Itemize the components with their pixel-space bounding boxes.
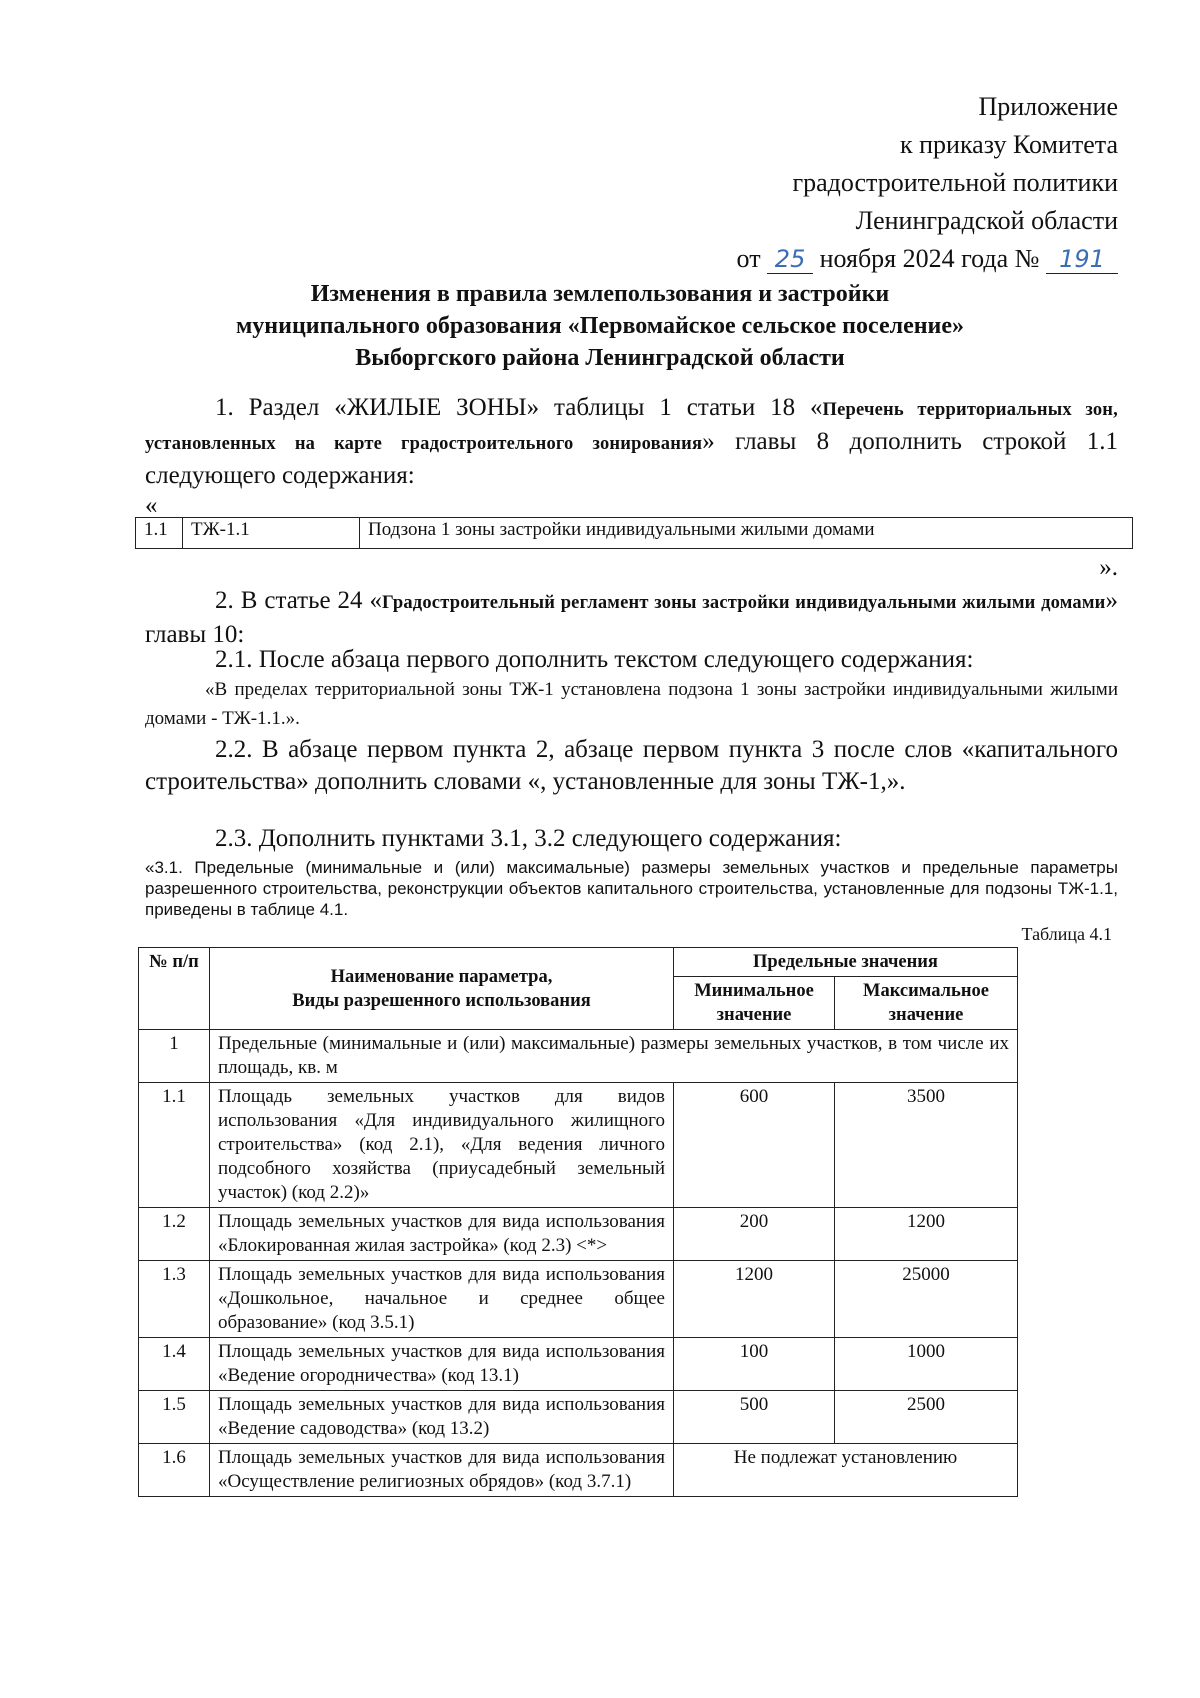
row-num: 1.2	[139, 1208, 210, 1261]
row-num: 1.6	[139, 1444, 210, 1497]
date-day-handwritten: 25	[767, 245, 813, 274]
row-num: 1.1	[139, 1083, 210, 1208]
row-name: Площадь земельных участков для вида использования «Дошкольное, начальное и среднее общее образование» (код 3.5.1)	[210, 1261, 674, 1338]
table-row	[136, 518, 1133, 549]
paragraph-2-3: 2.3. Дополнить пунктами 3.1, 3.2 следующего содержания:	[215, 825, 842, 852]
zone-row-num: 1.1	[136, 518, 183, 549]
header-date-line	[737, 240, 1118, 278]
table-row	[139, 1261, 1018, 1338]
header-max: Максимальное значение	[835, 977, 1018, 1030]
limits-table	[138, 947, 1018, 1497]
row-min: 600	[674, 1083, 835, 1208]
header-name	[210, 948, 674, 1030]
row-min: 100	[674, 1338, 835, 1391]
title-line-3: Выборгского района Ленинградской области	[355, 345, 845, 371]
row-min: 1200	[674, 1261, 835, 1338]
paragraph-1	[145, 392, 1118, 492]
header-line-2: к приказу Комитета	[899, 130, 1118, 159]
row-name: Площадь земельных участков для вида использования «Осуществление религиозных обрядов» (код 3.7.1)	[210, 1444, 674, 1497]
p2-bold: Градостроительный регламент зоны застройки индивидуальными жилыми домами	[382, 593, 1106, 613]
row-max: 2500	[835, 1391, 1018, 1444]
table-row	[139, 1391, 1018, 1444]
row-num: 1.5	[139, 1391, 210, 1444]
row-min: 200	[674, 1208, 835, 1261]
section-num: 1	[139, 1030, 210, 1083]
p2-intro: 2. В статье 24 «	[215, 587, 383, 614]
header-limits: Предельные значения	[674, 948, 1018, 977]
row-value-merged: Не подлежат установлению	[674, 1444, 1018, 1497]
row-num: 1.4	[139, 1338, 210, 1391]
row-max: 1000	[835, 1338, 1018, 1391]
row-max: 3500	[835, 1083, 1018, 1208]
paragraph-2	[145, 585, 1118, 651]
row-name: Площадь земельных участков для вида использования «Ведение садоводства» (код 13.2)	[210, 1391, 674, 1444]
table-caption: Таблица 4.1	[1021, 924, 1112, 944]
table-row	[139, 1030, 1018, 1083]
p1-bold: Перечень территориальных зон, установленных на карте градостроительного зонирования	[145, 400, 1118, 454]
close-quote: ».	[1099, 554, 1118, 581]
date-prefix: от	[736, 244, 761, 273]
paragraph-2-3-quote: «3.1. Предельные (минимальные и (или) максимальные) размеры земельных участков и предельные параметры разрешенного строительства, реконструкции объектов капитального строительства, установленные для подзоны ТЖ-1.1, приведены в таблице 4.1.	[145, 858, 1118, 919]
header-name-line-2: Виды разрешенного использования	[292, 990, 591, 1011]
open-quote: «	[145, 492, 158, 519]
header-name-line-1: Наименование параметра,	[330, 966, 553, 987]
appendix-header	[737, 88, 1118, 278]
header-line-4: Ленинградской области	[855, 206, 1118, 235]
table-row	[139, 1444, 1018, 1497]
zone-row-name: Подзона 1 зоны застройки индивидуальными жилыми домами	[360, 518, 1133, 549]
p1-intro: 1. Раздел «ЖИЛЫЕ ЗОНЫ» таблицы 1 статьи 18 «	[215, 394, 823, 421]
row-max: 25000	[835, 1261, 1018, 1338]
title-line-2: муниципального образования «Первомайское сельское поселение»	[235, 313, 965, 339]
header-line-1: Приложение	[978, 92, 1118, 121]
paragraph-2-1-quote: «В пределах территориальной зоны ТЖ-1 установлена подзона 1 зоны застройки индивидуальными жилыми домами - ТЖ-1.1.».	[145, 679, 1118, 729]
section-text: Предельные (минимальные и (или) максимальные) размеры земельных участков, в том числе их площадь, кв. м	[210, 1030, 1018, 1083]
p2-tail: » главы 10:	[145, 587, 1119, 648]
zone-row-table	[135, 517, 1133, 549]
row-num: 1.3	[139, 1261, 210, 1338]
table-row	[139, 1338, 1018, 1391]
row-name: Площадь земельных участков для вида использования «Блокированная жилая застройка» (код 2.3) <*>	[210, 1208, 674, 1261]
row-name: Площадь земельных участков для видов использования «Для индивидуального жилищного строительства» (код 2.1), «Для ведения личного подсобного хозяйства (приусадебный земельный участок) (код 2.2)»	[210, 1083, 674, 1208]
title-line-1: Изменения в правила землепользования и застройки	[310, 281, 890, 307]
table-header-row	[139, 948, 1018, 977]
table-row	[139, 1208, 1018, 1261]
zone-row-code: ТЖ-1.1	[183, 518, 360, 549]
table-row	[139, 1083, 1018, 1208]
date-rest: ноября 2024 года №	[819, 244, 1040, 273]
p1-tail: » главы 8 дополнить строкой 1.1 следующего содержания:	[145, 428, 1119, 489]
paragraph-2-2: 2.2. В абзаце первом пункта 2, абзаце первом пункта 3 после слов «капитального строительства» дополнить словами «, установленные для зоны ТЖ-1,».	[145, 736, 1118, 795]
header-min: Минимальное значение	[674, 977, 835, 1030]
header-line-3: градостроительной политики	[792, 168, 1118, 197]
row-max: 1200	[835, 1208, 1018, 1261]
row-name: Площадь земельных участков для вида использования «Ведение огородничества» (код 13.1)	[210, 1338, 674, 1391]
order-number-handwritten: 191	[1046, 245, 1118, 274]
document-title	[0, 278, 1200, 374]
paragraph-2-1: 2.1. После абзаца первого дополнить текстом следующего содержания:	[215, 646, 974, 673]
row-min: 500	[674, 1391, 835, 1444]
header-num: № п/п	[139, 948, 210, 1030]
